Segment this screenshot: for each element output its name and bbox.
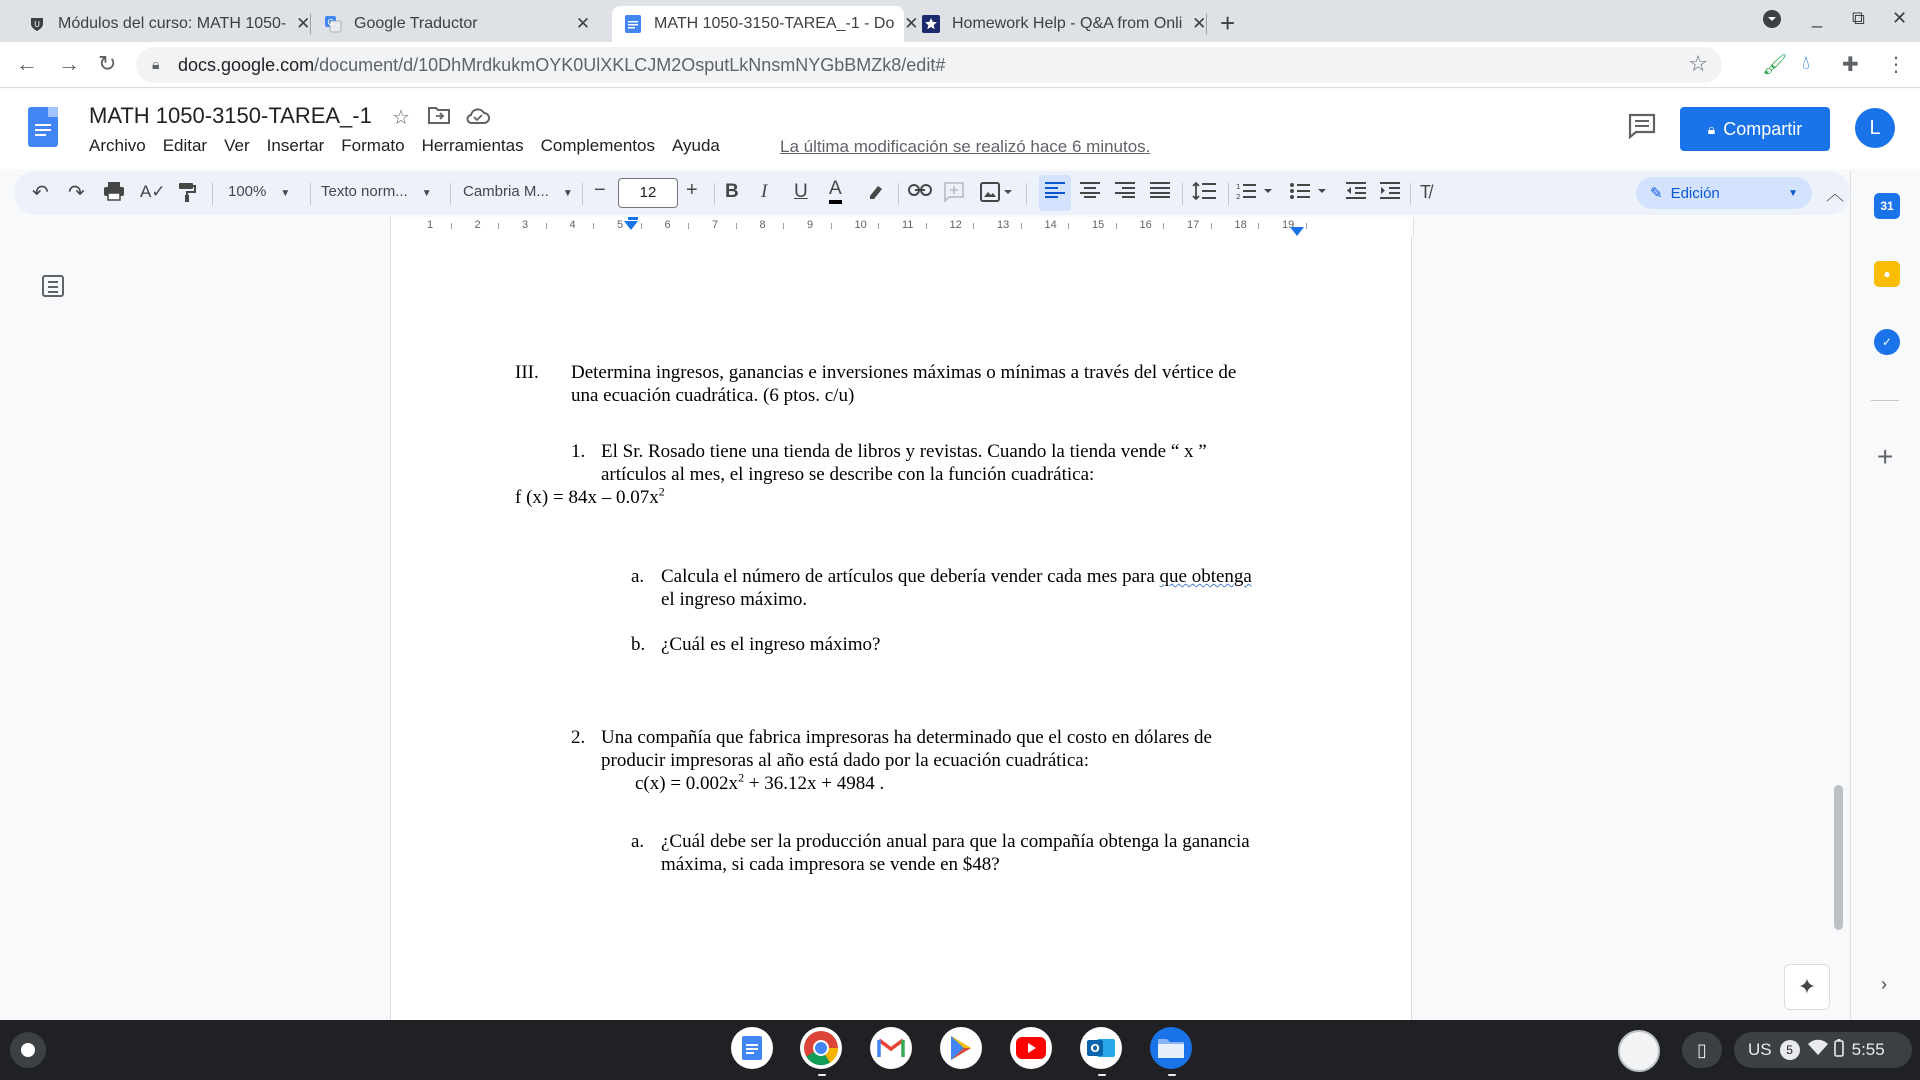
keep-icon[interactable]: ● (1874, 261, 1900, 287)
insert-image-icon[interactable] (980, 182, 1012, 207)
problem-1-line2: artículos al mes, el ingreso se describe con la función cuadrática: (601, 464, 1095, 485)
stylus-tools-icon[interactable] (1618, 1030, 1660, 1072)
avatar[interactable]: L (1855, 108, 1895, 148)
close-icon[interactable]: ✕ (296, 14, 311, 33)
ruler-number: 5 (617, 219, 624, 231)
ruler-tick (1021, 223, 1022, 229)
problem-1a-line1: Calcula el número de artículos que debería vender cada mes para que obtenga (661, 566, 1252, 587)
line-spacing-icon[interactable] (1192, 182, 1216, 205)
google-docs-icon[interactable] (731, 1027, 773, 1069)
move-folder-icon[interactable] (428, 106, 450, 130)
extension-drop-icon[interactable]: 💧︎ (1802, 52, 1810, 74)
toolbar-divider (714, 183, 715, 205)
problem-1-formula: f $(x) = 84x - 0.07x^2$ (515, 484, 665, 508)
url-text: docs.google.com/document/d/10DhMrdkukmOYK0UlXKLCJM2OsputLkNnsmNYGbBMZk8/edit# (178, 55, 946, 75)
ruler-tick (1163, 223, 1164, 229)
spellcheck-icon[interactable]: A✓ (140, 182, 166, 201)
document-page[interactable] (390, 237, 1412, 1020)
italic-icon[interactable]: I (761, 181, 768, 202)
ruler-number: 6 (664, 219, 671, 231)
gmail-icon[interactable] (870, 1027, 912, 1069)
ruler-number: 9 (807, 219, 814, 231)
svg-text:O: O (1090, 1042, 1100, 1055)
font-family-select[interactable]: Cambria M... ▼ (463, 183, 573, 200)
problem-2-line2: producir impresoras al año está dado por la ecuación cuadrática: (601, 750, 1089, 771)
ruler-number: 3 (522, 219, 529, 231)
new-tab-button[interactable]: + (1220, 8, 1236, 38)
status-tray[interactable] (1734, 1032, 1912, 1068)
problem-2-number: 2. (571, 727, 586, 748)
toolbar-divider (1410, 183, 1411, 205)
battery-icon (1834, 1039, 1844, 1062)
clock: 5:55 (1851, 1040, 1885, 1059)
toolbar-divider (212, 183, 213, 205)
comment-history-icon[interactable] (1628, 113, 1656, 146)
chevron-down-icon: ▼ (1788, 187, 1798, 199)
insert-link-icon[interactable] (908, 182, 932, 202)
svg-text:2: 2 (1236, 193, 1241, 201)
section-heading-line1: Determina ingresos, ganancias e inversiones máximas o mínimas a través del vértice de (571, 362, 1237, 383)
tab-google-translate[interactable] (312, 6, 604, 42)
problem-2a-letter: a. (631, 831, 645, 852)
ruler-number: 16 (1139, 219, 1152, 231)
extensions-puzzle-icon[interactable]: ✚ (1842, 54, 1859, 76)
collapse-menus-icon[interactable]: ︿ (1826, 184, 1844, 204)
cloud-saved-icon[interactable] (466, 107, 490, 130)
menu-editar[interactable]: Editar (162, 136, 208, 155)
problem-2-formula: $c(x) = 0.002x^2 + 36.12x + 4984$ . (635, 770, 885, 794)
undo-icon[interactable]: ↶ (32, 182, 49, 204)
running-indicator (1168, 1074, 1176, 1076)
ruler-tick (1116, 223, 1117, 229)
browser-menu-icon[interactable]: ⋮ (1886, 54, 1906, 76)
chevron-down-icon: ▼ (280, 188, 291, 199)
add-ons-plus-icon[interactable]: + (1877, 441, 1894, 472)
editing-mode-select[interactable] (1636, 177, 1812, 209)
side-panel-divider (1871, 400, 1899, 401)
google-translate-icon (324, 15, 342, 33)
zoom-select[interactable]: 100% ▼ (228, 183, 291, 200)
problem-1b-text: ¿Cuál es el ingreso máximo? (661, 634, 881, 655)
tab-homework-help[interactable] (910, 6, 1207, 42)
section-heading-line2: una ecuación cuadrática. (6 ptos. c/u) (571, 385, 855, 406)
menu-ver[interactable]: Ver (224, 136, 250, 155)
wifi-icon (1808, 1040, 1828, 1061)
files-icon[interactable] (1150, 1027, 1192, 1069)
ruler-tick (546, 223, 547, 229)
align-center-icon[interactable] (1080, 182, 1100, 203)
vertical-scrollbar[interactable] (1834, 785, 1843, 930)
close-icon[interactable]: ✕ (575, 14, 591, 33)
browser-tab-strip (0, 0, 1920, 42)
problem-2a-line2: máxima, si cada impresora se vende en $48? (661, 854, 1000, 875)
font-size-input[interactable]: 12 (618, 178, 678, 208)
ruler-tick (498, 223, 499, 229)
first-line-indent-marker[interactable] (628, 217, 638, 220)
tab-title: MATH 1050-3150-TAREA_-1 - Do (654, 15, 895, 32)
star-icon[interactable]: ☆ (392, 107, 410, 129)
ruler-number: 2 (474, 219, 481, 231)
ruler-tick (1068, 223, 1069, 229)
mode-label: Edición (1670, 184, 1720, 202)
problem-2a-line1: ¿Cuál debe ser la producción anual para que la compañía obtenga la ganancia (661, 831, 1250, 852)
ruler-tick (593, 223, 594, 229)
add-comment-icon[interactable] (944, 182, 964, 207)
ruler-number: 15 (1092, 219, 1105, 231)
sparkle-icon: ✦ (1797, 974, 1817, 999)
outlook-icon[interactable] (1080, 1027, 1122, 1069)
ruler-number: 1 (427, 219, 434, 231)
left-indent-marker[interactable] (624, 221, 638, 230)
redo-icon[interactable]: ↷ (68, 182, 85, 204)
align-right-icon[interactable] (1115, 182, 1135, 203)
ruler-number: 10 (854, 219, 867, 231)
svg-text:G: G (327, 18, 334, 27)
ruler-tick (688, 223, 689, 229)
forward-icon[interactable]: → (58, 51, 80, 76)
toolbar-divider (898, 183, 899, 205)
document-outline-icon[interactable] (42, 275, 64, 297)
close-icon[interactable]: ✕ (1192, 14, 1207, 33)
menu-herramientas[interactable]: Herramientas (421, 136, 524, 155)
toolbar-divider (310, 183, 311, 205)
svg-text:1: 1 (1236, 183, 1241, 191)
menu-complementos[interactable]: Complementos (540, 136, 655, 155)
close-window-icon[interactable]: ✕ (1892, 8, 1908, 28)
toolbar-divider (1026, 183, 1027, 205)
problem-1-number: 1. (571, 441, 586, 462)
lock-icon: 🔒︎ (1707, 120, 1716, 137)
right-indent-marker[interactable] (1290, 227, 1304, 236)
last-edit-link[interactable]: La última modificación se realizó hace 6 minutos. (780, 137, 1151, 156)
problem-1a-line2: el ingreso máximo. (661, 589, 808, 610)
document-title[interactable]: MATH 1050-3150-TAREA_-1 (89, 103, 372, 128)
grammar-suggestion[interactable]: que obtenga (1159, 566, 1252, 587)
ruler-tick (1306, 223, 1307, 229)
tab-title: Módulos del curso: MATH 1050- (58, 15, 287, 32)
menu-archivo[interactable]: Archivo (89, 136, 146, 155)
underline-icon[interactable]: U (794, 181, 808, 202)
toolbar-divider (582, 183, 583, 205)
ruler-tick (1211, 223, 1212, 229)
bookmark-star-icon[interactable]: ☆ (1688, 51, 1708, 76)
bold-icon[interactable]: B (725, 181, 739, 202)
ruler-tick (783, 223, 784, 229)
decrease-indent-icon[interactable] (1346, 182, 1366, 205)
ruler-number: 13 (997, 219, 1010, 231)
ruler-number: 4 (569, 219, 576, 231)
launcher-button[interactable] (10, 1032, 46, 1068)
clear-formatting-icon[interactable]: T̸ (1420, 182, 1431, 202)
menu-insertar[interactable]: Insertar (266, 136, 325, 155)
highlight-color-icon[interactable] (866, 182, 886, 207)
print-icon[interactable] (104, 182, 124, 205)
align-left-icon[interactable] (1045, 182, 1065, 203)
menu-ayuda[interactable]: Ayuda (671, 136, 720, 155)
tab-google-doc[interactable] (612, 6, 919, 42)
tab-course-modules[interactable] (16, 6, 311, 42)
ruler-tick (641, 223, 642, 229)
problem-1b-letter: b. (631, 634, 646, 655)
extension-brush-icon[interactable]: 🖌︎ (1762, 54, 1788, 76)
numbered-list-icon[interactable] (1236, 182, 1276, 205)
ruler-number: 19 (1282, 219, 1295, 231)
pencil-icon: ✎ (1650, 185, 1663, 202)
increase-font-size-button[interactable]: + (686, 179, 698, 201)
problem-2-line1: Una compañía que fabrica impresoras ha determinado que el costo en dólares de (601, 727, 1212, 748)
section-number: III. (515, 362, 539, 383)
toolbar-divider (450, 183, 451, 205)
tab-title: Homework Help - Q&A from Onli (952, 15, 1183, 32)
ruler-number: 7 (712, 219, 719, 231)
problem-1-line1: El Sr. Rosado tiene una tienda de libros y revistas. Cuando la tienda vende “ x ” (601, 441, 1207, 462)
browser-toolbar (0, 42, 1920, 88)
tab-divider (1206, 14, 1207, 34)
google-docs-icon (624, 15, 642, 33)
ruler-number: 12 (949, 219, 962, 231)
paint-format-icon[interactable] (178, 182, 196, 207)
svg-text:U: U (34, 20, 40, 29)
ruler-number: 18 (1234, 219, 1247, 231)
close-icon[interactable]: ✕ (904, 14, 919, 33)
reload-icon[interactable]: ↻ (98, 51, 117, 76)
ruler-number: 14 (1044, 219, 1057, 231)
ruler-page-area (390, 217, 1414, 237)
notification-count-badge: 5 (1780, 1040, 1800, 1060)
address-bar[interactable] (136, 47, 1722, 83)
increase-indent-icon[interactable] (1380, 182, 1400, 205)
ruler-number: 11 (902, 219, 914, 231)
ruler-tick (926, 223, 927, 229)
tab-divider (310, 14, 311, 34)
ruler-number: 8 (759, 219, 766, 231)
menu-formato[interactable]: Formato (341, 136, 405, 155)
phone-hub-icon[interactable]: ▯ (1682, 1032, 1722, 1068)
share-button[interactable] (1680, 107, 1830, 151)
tab-title: Google Traductor (354, 15, 478, 32)
bulleted-list-icon[interactable] (1290, 182, 1330, 205)
paragraph-style-select[interactable]: Texto norm... ▼ (321, 183, 432, 200)
keyboard-layout: US (1748, 1040, 1772, 1059)
problem-1a-letter: a. (631, 566, 645, 587)
tasks-icon[interactable]: ✓ (1874, 329, 1900, 355)
share-label: Compartir (1723, 118, 1803, 139)
ruler-tick (973, 223, 974, 229)
ruler-tick (831, 223, 832, 229)
ruler-tick (736, 223, 737, 229)
profile-dropdown-icon[interactable] (1762, 9, 1782, 34)
text-color-icon[interactable]: A (829, 178, 842, 204)
restore-icon[interactable]: ⧉ (1852, 8, 1865, 28)
align-justify-icon[interactable] (1150, 182, 1170, 203)
ruler-tick (451, 223, 452, 229)
running-indicator (818, 1074, 826, 1076)
lock-icon[interactable]: 🔒︎ (152, 56, 160, 72)
explore-button[interactable] (1784, 964, 1830, 1010)
youtube-icon[interactable] (1010, 1027, 1052, 1069)
star-badge-icon (922, 15, 940, 33)
chevron-right-icon[interactable]: › (1881, 974, 1887, 994)
format-toolbar (14, 171, 1850, 215)
play-store-icon[interactable] (940, 1027, 982, 1069)
side-panel (1850, 171, 1920, 1020)
toolbar-divider (1228, 183, 1229, 205)
os-shelf (0, 1020, 1920, 1080)
ruler-tick (878, 223, 879, 229)
toolbar-divider (1182, 183, 1183, 205)
ruler-number: 17 (1187, 219, 1200, 231)
docs-header (0, 89, 1920, 169)
back-icon[interactable]: ← (16, 51, 38, 76)
ruler[interactable] (14, 217, 1850, 237)
chevron-down-icon: ▼ (562, 188, 573, 199)
university-shield-icon (28, 15, 46, 33)
chrome-icon[interactable] (800, 1027, 842, 1069)
chevron-down-icon: ▼ (421, 188, 432, 199)
menu-bar (89, 136, 737, 156)
minimize-icon[interactable]: _ (1812, 8, 1823, 28)
calendar-icon[interactable]: 31 (1874, 193, 1900, 219)
decrease-font-size-button[interactable]: − (594, 179, 606, 201)
ruler-tick (1258, 223, 1259, 229)
running-indicator (1098, 1074, 1106, 1076)
google-docs-logo-icon[interactable] (28, 107, 58, 147)
